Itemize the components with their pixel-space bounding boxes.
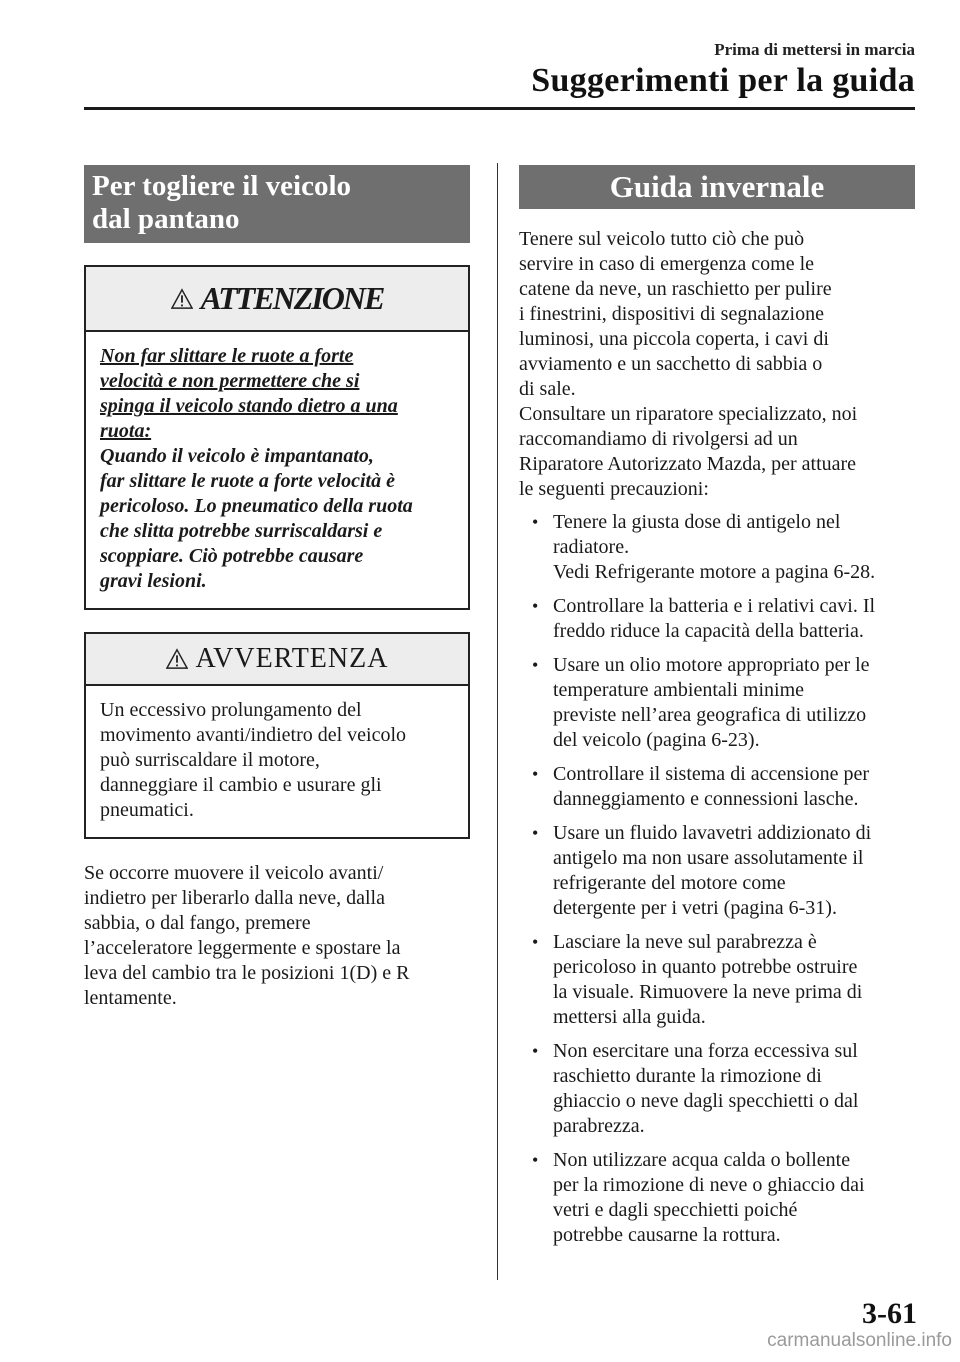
caution-line: Quando il veicolo è impantanato, xyxy=(100,445,374,467)
list-item-line: Non esercitare una forza eccessiva sul xyxy=(553,1040,858,1062)
intro-line: servire in caso di emergenza come le xyxy=(519,253,815,275)
list-item-line: vetri e dagli specchietti poiché xyxy=(553,1199,798,1221)
intro-line: luminosi, una piccola coperta, i cavi di xyxy=(519,328,829,350)
list-item-line: Usare un olio motore appropriato per le xyxy=(553,654,870,676)
warning-header xyxy=(86,634,468,686)
section-heading-winter: Guida invernale xyxy=(519,165,915,209)
list-item-line: Lasciare la neve sul parabrezza è xyxy=(553,931,817,953)
list-item-line: ghiaccio o neve dagli specchietti o dal xyxy=(553,1090,859,1112)
bullet-icon: • xyxy=(532,764,539,784)
list-item xyxy=(519,821,915,921)
intro-line: Riparatore Autorizzato Mazda, per attuare xyxy=(519,453,857,475)
left-column xyxy=(84,165,470,1011)
caution-header xyxy=(86,267,468,332)
list-item-line: previste nell’area geografica di utilizzo xyxy=(553,704,867,726)
list-item-line: mettersi alla guida. xyxy=(553,1006,706,1028)
list-item-line: Controllare la batteria e i relativi cavi. Il xyxy=(553,595,876,617)
intro-line: catene da neve, un raschietto per pulire xyxy=(519,278,832,300)
bullet-icon: • xyxy=(532,823,539,843)
warning-line: danneggiare il cambio e usurare gli xyxy=(100,774,382,796)
list-item-line: antigelo ma non usare assolutamente il xyxy=(553,847,864,869)
list-item-line: danneggiamento e connessioni lasche. xyxy=(553,788,859,810)
page-number: 3-61 xyxy=(862,1297,917,1330)
list-item xyxy=(519,510,915,585)
warning-triangle-icon xyxy=(171,288,193,310)
warning-line: può surriscaldare il motore, xyxy=(100,749,320,771)
intro-line: Consultare un riparatore specializzato, noi xyxy=(519,403,858,425)
caution-line: spinga il veicolo stando dietro a una xyxy=(100,395,398,417)
precautions-list xyxy=(519,510,915,1248)
watermark: carmanualsonline.info xyxy=(767,1330,952,1351)
list-item-line: del veicolo (pagina 6-23). xyxy=(553,729,760,751)
list-item-line: temperature ambientali minime xyxy=(553,679,805,701)
caution-line: gravi lesioni. xyxy=(100,570,207,592)
list-item-line: Usare un fluido lavavetri addizionato di xyxy=(553,822,872,844)
mud-paragraph xyxy=(84,861,470,1011)
caution-box xyxy=(84,265,470,610)
caution-label: ATTENZIONE xyxy=(200,280,384,316)
column-divider xyxy=(497,163,498,1280)
intro-line: avviamento e un sacchetto di sabbia o xyxy=(519,353,823,375)
list-item-line: freddo riduce la capacità della batteria. xyxy=(553,620,864,642)
winter-intro xyxy=(519,227,915,502)
paragraph-line: l’acceleratore leggermente e spostare la xyxy=(84,937,401,959)
list-item-line: radiatore. xyxy=(553,536,630,558)
section-heading-line: dal pantano xyxy=(92,203,240,235)
section-heading-mud xyxy=(84,165,470,243)
header-rule xyxy=(84,107,915,110)
warning-line: pneumatici. xyxy=(100,799,194,821)
intro-line: raccomandiamo di rivolgersi ad un xyxy=(519,428,798,450)
caution-line: Non far slittare le ruote a forte xyxy=(100,345,354,367)
warning-text xyxy=(86,686,468,837)
bullet-icon: • xyxy=(532,1041,539,1061)
list-item-line: Vedi Refrigerante motore a pagina 6-28. xyxy=(553,561,876,583)
list-item xyxy=(519,653,915,753)
caution-line: scoppiare. Ciò potrebbe causare xyxy=(100,545,364,567)
warning-line: Un eccessivo prolungamento del xyxy=(100,699,362,721)
list-item-line: pericoloso in quanto potrebbe ostruire xyxy=(553,956,858,978)
paragraph-line: lentamente. xyxy=(84,987,177,1009)
right-column xyxy=(519,165,915,1257)
list-item-line: parabrezza. xyxy=(553,1115,645,1137)
list-item-line: raschietto durante la rimozione di xyxy=(553,1065,822,1087)
list-item xyxy=(519,1039,915,1139)
bullet-icon: • xyxy=(532,655,539,675)
bullet-icon: • xyxy=(532,512,539,532)
list-item-line: Non utilizzare acqua calda o bollente xyxy=(553,1149,851,1171)
intro-line: le seguenti precauzioni: xyxy=(519,478,709,500)
list-item-line: potrebbe causarne la rottura. xyxy=(553,1224,781,1246)
list-item xyxy=(519,930,915,1030)
warning-line: movimento avanti/indietro del veicolo xyxy=(100,724,407,746)
caution-line: ruota: xyxy=(100,420,152,442)
caution-text xyxy=(86,332,468,608)
list-item-line: Controllare il sistema di accensione per xyxy=(553,763,870,785)
bullet-icon: • xyxy=(532,596,539,616)
list-item xyxy=(519,762,915,812)
chapter-title: Prima di mettersi in marcia xyxy=(714,40,915,59)
list-item-line: refrigerante del motore come xyxy=(553,872,786,894)
paragraph-line: Se occorre muovere il veicolo avanti/ xyxy=(84,862,384,884)
warning-triangle-icon xyxy=(166,648,188,670)
paragraph-line: indietro per liberarlo dalla neve, dalla xyxy=(84,887,385,909)
caution-line: velocità e non permettere che si xyxy=(100,370,360,392)
warning-label: AVVERTENZA xyxy=(195,643,389,674)
caution-line: far slittare le ruote a forte velocità è xyxy=(100,470,395,492)
list-item-line: Tenere la giusta dose di antigelo nel xyxy=(553,511,841,533)
section-heading-line: Per togliere il veicolo xyxy=(92,170,352,202)
caution-line: che slitta potrebbe surriscaldarsi e xyxy=(100,520,383,542)
caution-line: pericoloso. Lo pneumatico della ruota xyxy=(100,495,413,517)
list-item-line: detergente per i vetri (pagina 6-31). xyxy=(553,897,837,919)
bullet-icon: • xyxy=(532,1150,539,1170)
intro-line: di sale. xyxy=(519,378,576,400)
intro-line: Tenere sul veicolo tutto ciò che può xyxy=(519,228,805,250)
list-item xyxy=(519,594,915,644)
bullet-icon: • xyxy=(532,932,539,952)
list-item-line: la visuale. Rimuovere la neve prima di xyxy=(553,981,863,1003)
list-item xyxy=(519,1148,915,1248)
paragraph-line: sabbia, o dal fango, premere xyxy=(84,912,311,934)
warning-box xyxy=(84,632,470,839)
intro-line: i finestrini, dispositivi di segnalazione xyxy=(519,303,824,325)
paragraph-line: leva del cambio tra le posizioni 1(D) e R xyxy=(84,962,410,984)
page-title: Suggerimenti per la guida xyxy=(531,62,915,99)
list-item-line: per la rimozione di neve o ghiaccio dai xyxy=(553,1174,865,1196)
